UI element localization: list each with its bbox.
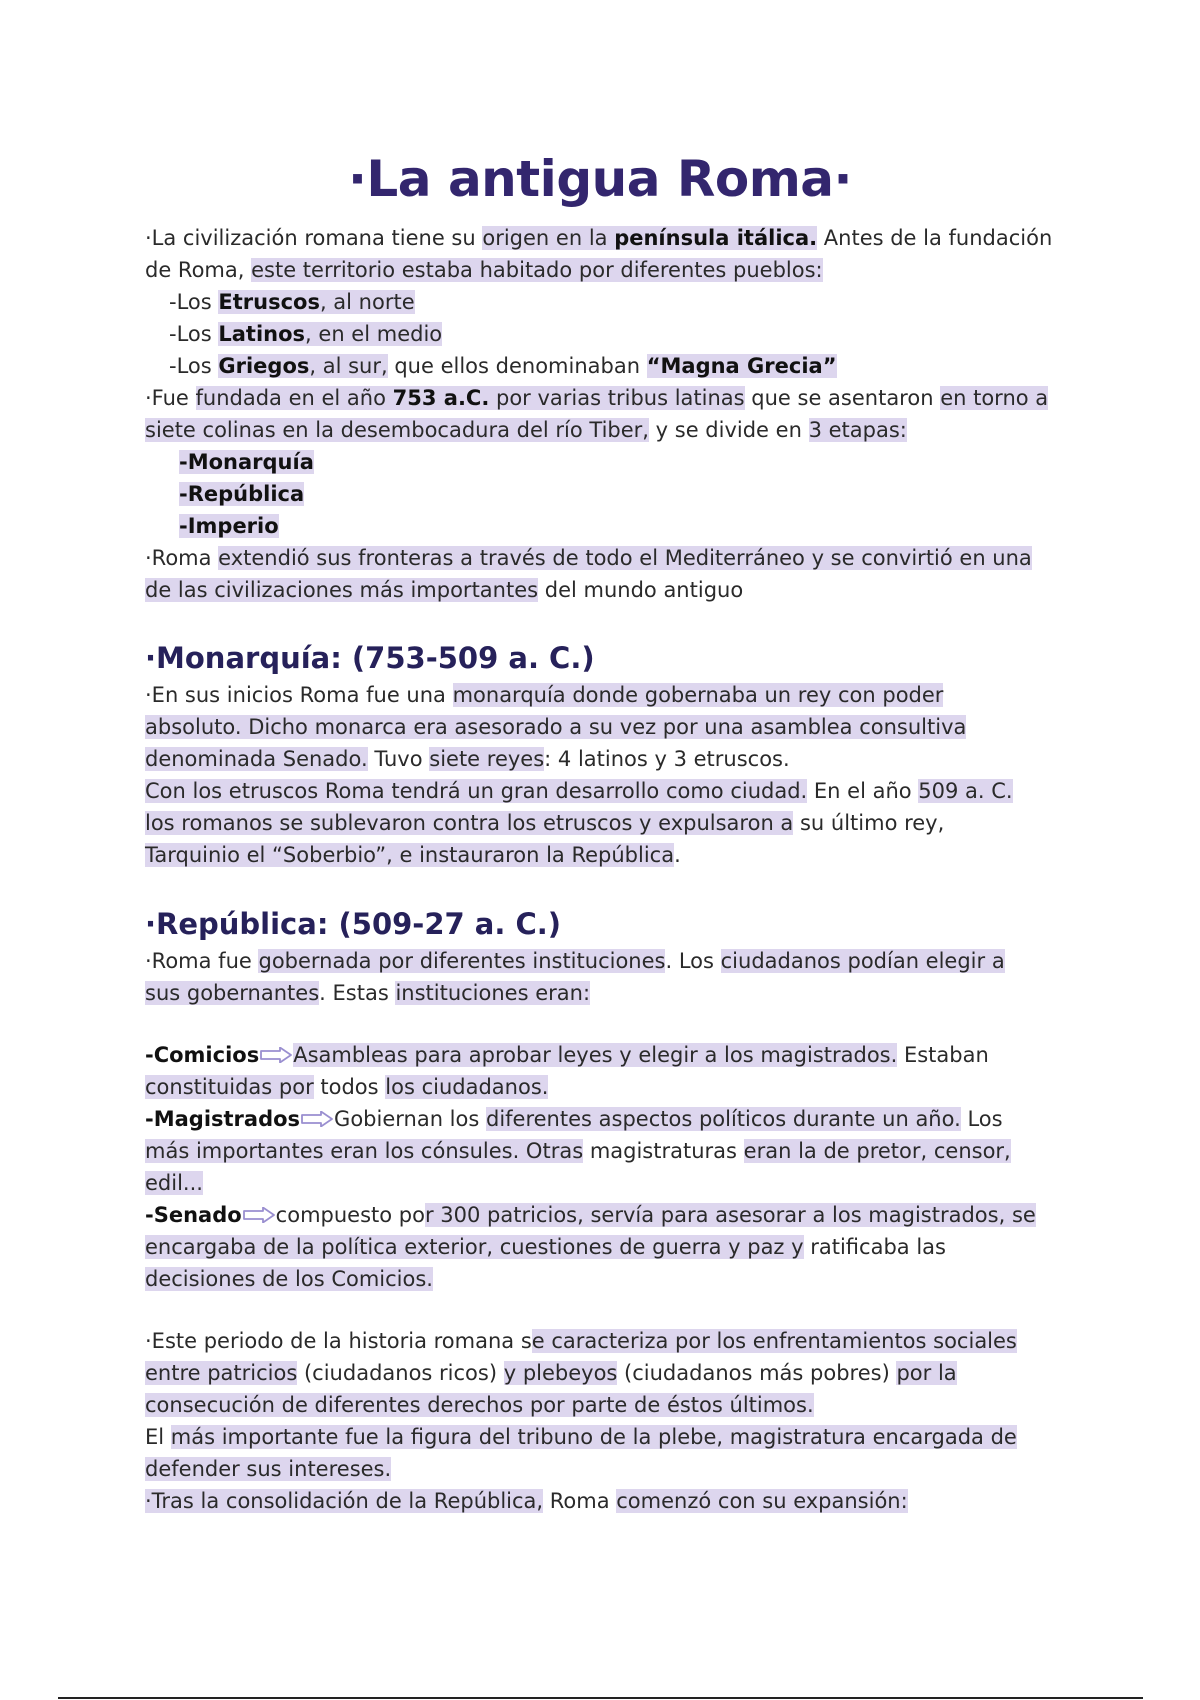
section-heading: ·República: (509-27 a. C.) [145, 907, 562, 941]
text-line: de Roma, este territorio estaba habitado por diferentes pueblos: [145, 258, 823, 282]
double-arrow-right-icon [260, 1047, 292, 1063]
text-line: defender sus intereses. [145, 1457, 392, 1481]
text-line: los romanos se sublevaron contra los etruscos y expulsaron a su último rey, [145, 811, 945, 835]
republica-section [145, 903, 1065, 1517]
text-line: de las civilizaciones más importantes del mundo antiguo [145, 578, 744, 602]
double-arrow-right-icon [243, 1207, 275, 1223]
text-line: ·Fue fundada en el año 753 a.C. por varias tribus latinas que se asentaron en torno a [145, 386, 1049, 410]
text-line: sus gobernantes. Estas instituciones eran: [145, 981, 591, 1005]
text-line: Tarquinio el “Soberbio”, e instauraron la República. [145, 843, 681, 867]
text-line: encargaba de la política exterior, cuestiones de guerra y paz y ratificaba las [145, 1235, 946, 1259]
text-line: ·La civilización romana tiene su origen en la península itálica. Antes de la fundación [145, 226, 1053, 250]
section-heading: ·Monarquía: (753-509 a. C.) [145, 641, 595, 675]
list-item: -Los Griegos, al sur, que ellos denominaban “Magna Grecia” [169, 354, 837, 378]
monarquia-section [145, 637, 1065, 871]
text-line: decisiones de los Comicios. [145, 1267, 433, 1291]
text-line: constituidas por todos los ciudadanos. [145, 1075, 549, 1099]
definition-magistrados: -Magistrados Gobiernan los diferentes aspectos políticos durante un año. Los [145, 1107, 1003, 1131]
definition-comicios: -Comicios Asambleas para aprobar leyes y elegir a los magistrados. Estaban [145, 1043, 989, 1067]
text-line: edil... [145, 1171, 203, 1195]
stage-item: -Monarquía [179, 450, 314, 474]
definition-senado: -Senado compuesto por 300 patricios, servía para asesorar a los magistrados, se [145, 1203, 1036, 1227]
text-line: consecución de diferentes derechos por parte de éstos últimos. [145, 1393, 814, 1417]
page-title: ·La antigua Roma· [347, 150, 853, 208]
bottom-rule [58, 1697, 1143, 1699]
text-line: más importantes eran los cónsules. Otras magistraturas eran la de pretor, censor, [145, 1139, 1011, 1163]
text-line: ·Roma extendió sus fronteras a través de todo el Mediterráneo y se convirtió en una [145, 546, 1032, 570]
stage-item: -República [179, 482, 305, 506]
text-line: ·Tras la consolidación de la República, Roma comenzó con su expansión: [145, 1489, 908, 1513]
text-line: entre patricios (ciudadanos ricos) y plebeyos (ciudadanos más pobres) por la [145, 1361, 957, 1385]
text-line: El más importante fue la figura del tribuno de la plebe, magistratura encargada de [145, 1425, 1017, 1449]
stage-item: -Imperio [179, 514, 279, 538]
text-line: denominada Senado. Tuvo siete reyes: 4 latinos y 3 etruscos. [145, 747, 790, 771]
list-item: -Los Etruscos, al norte [169, 290, 415, 314]
double-arrow-right-icon [301, 1111, 333, 1127]
list-item: -Los Latinos, en el medio [169, 322, 443, 346]
text-line: ·En sus inicios Roma fue una monarquía donde gobernaba un rey con poder [145, 683, 944, 707]
intro-section [145, 222, 1065, 606]
text-line: ·Este periodo de la historia romana se caracteriza por los enfrentamientos sociales [145, 1329, 1017, 1353]
text-line: Con los etruscos Roma tendrá un gran desarrollo como ciudad. En el año 509 a. C. [145, 779, 1013, 803]
text-line: absoluto. Dicho monarca era asesorado a su vez por una asamblea consultiva [145, 715, 967, 739]
text-line: siete colinas en la desembocadura del río Tiber, y se divide en 3 etapas: [145, 418, 907, 442]
text-line: ·Roma fue gobernada por diferentes instituciones. Los ciudadanos podían elegir a [145, 949, 1005, 973]
